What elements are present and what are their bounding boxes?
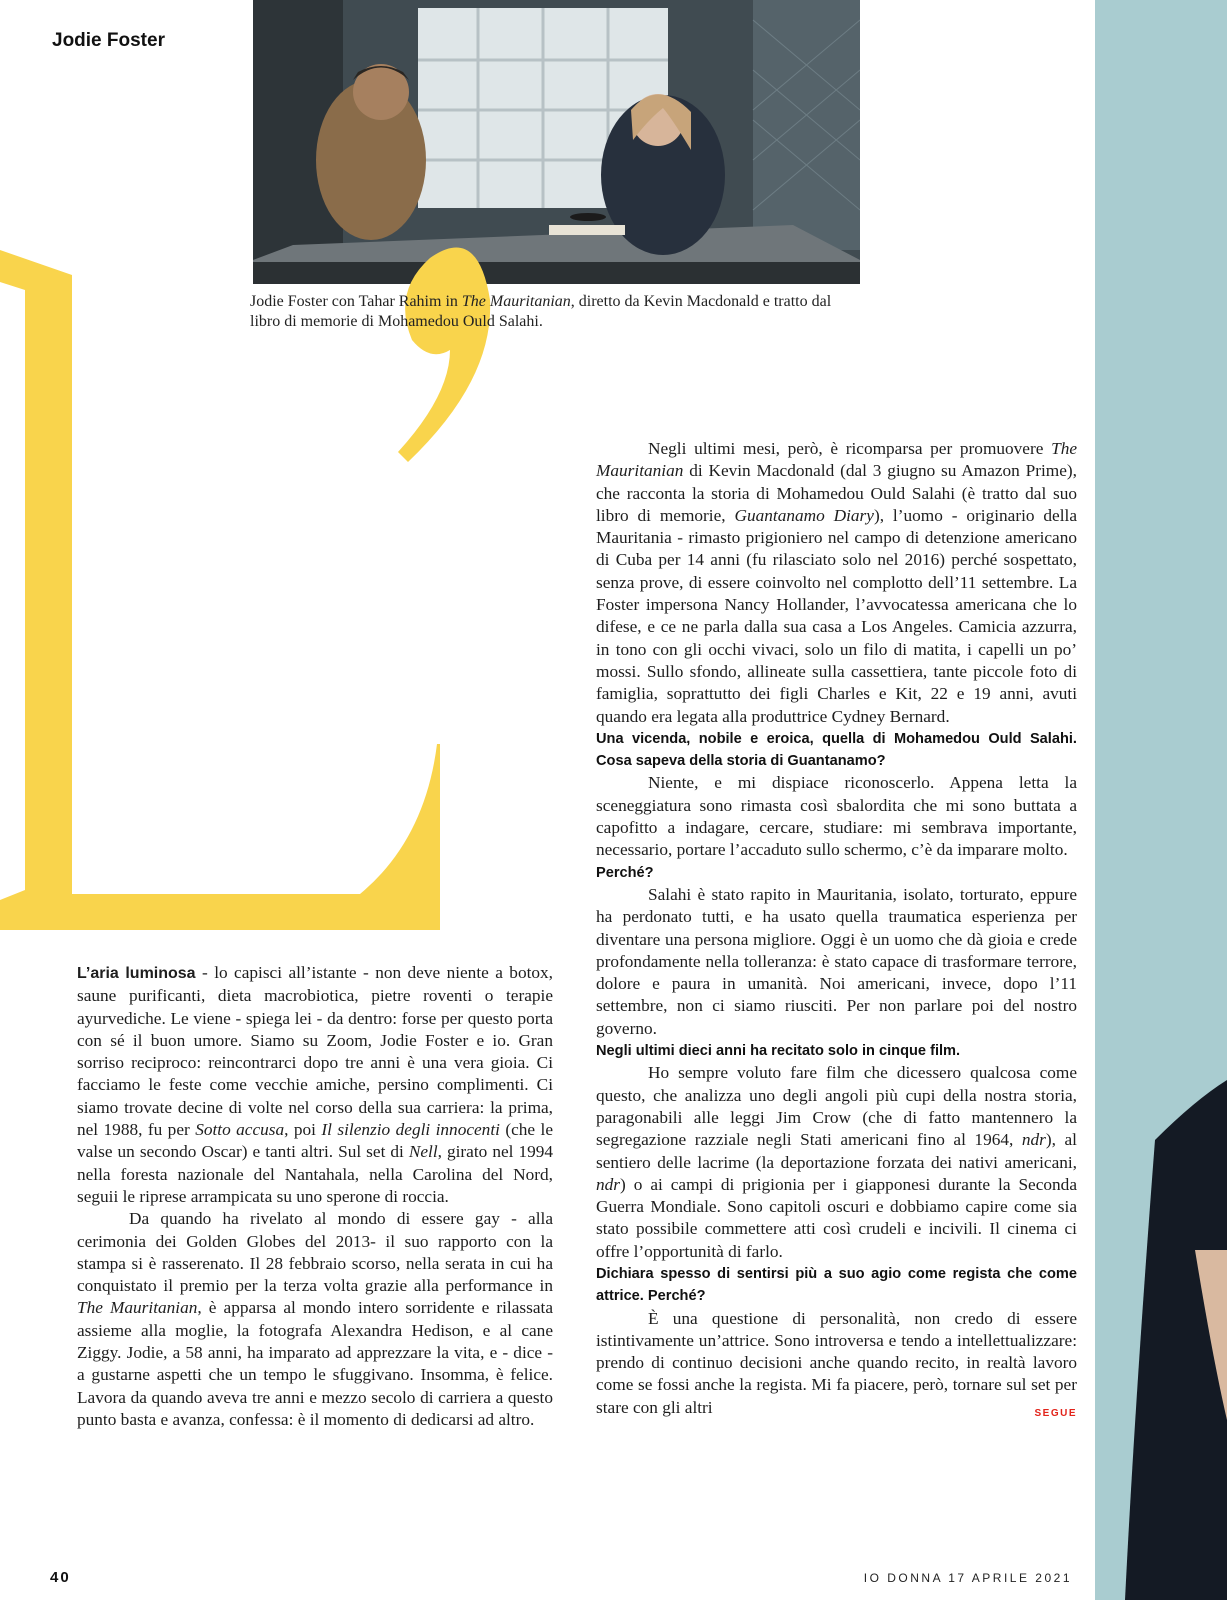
film-title: The Mauritanian (596, 439, 1077, 481)
issue-line: IO DONNA 17 APRILE 2021 (863, 1571, 1072, 1585)
text-run: ) o ai campi di prigionia per i giapponesi durante la Seconda Guerra Mondiale. Sono capitoli oscuri e dobbiamo capire come sia stato possibile commettere atti così crudeli e incivili. Il cinema ci offre l’opportunità di farlo. (596, 1174, 1077, 1261)
right-column (596, 438, 1077, 1425)
editor-note: ndr (596, 1174, 621, 1194)
editor-note: ndr (1021, 1130, 1046, 1150)
book-title: Guantanamo Diary (734, 505, 874, 525)
interview-answer: Salahi è stato rapito in Mauritania, isolato, torturato, eppure ha perdonato tutti, e ha usato quella traumatica esperienza per diventare una persona migliore. Oggi è un uomo che dà gioia e crede profondamente nella tolleranza: è stato capace di trasformare terrore, dolore e paura in umanità. Noi americani, invece, dopo l’11 settembre, non ci siamo riusciti. Per non parlare poi del nostro governo. (596, 884, 1077, 1038)
text-run: , è apparsa al mondo intero sorridente e rilassata assieme alla moglie, la fotografa Alexandra Hedison, e al cane Ziggy. Jodie, a 58 anni, ha imparato ad apprezzare la vita, e - dice - a gustarne aspetti che un tempo le sfuggivano. Insomma, è felice. Lavora da quando aveva tre anni e mezzo secolo di carriera a questo punto basta e avanza, confessa: è il momento di dedicarsi ad altro. (77, 1298, 553, 1429)
film-title: The Mauritanian (77, 1298, 198, 1318)
left-column (77, 962, 553, 1431)
text-run: Da quando ha rivelato al mondo di essere gay - alla cerimonia dei Golden Globes del 2013- il suo rapporto con la stampa si è rasserenato. Il 28 febbraio scorso, nella serata in cui ha conquistato il premio per la terza volta grazie alla performance in (77, 1209, 553, 1296)
interview-answer (596, 1062, 1077, 1263)
interview-question: Una vicenda, nobile e eroica, quella di Mohamedou Ould Salahi. Cosa sapeva della storia di Guantanamo? (596, 730, 1077, 770)
interview-answer (596, 1308, 1077, 1419)
interview-answer: Niente, e mi dispiace riconoscerlo. Appena letta la sceneggiatura sono rimasta così sbalordita che mi sono buttata a capofitto a indagare, cercare, studiare: mi sembrava importante, necessario, portare l’accaduto sullo schermo, c’è da imparare molto. (596, 773, 1077, 860)
cover-photo-strip (1095, 0, 1227, 1600)
paragraph (77, 1208, 553, 1431)
section-label: Jodie Foster (52, 30, 165, 51)
text-run: di Kevin Macdonald (dal 3 giugno su Amazon Prime), che racconta la storia di Mohamedou Ould Salahi (è tratto dal suo libro di memorie, (596, 461, 1077, 525)
text-run: Ho sempre voluto fare film che dicessero qualcosa come questo, che analizza uno degli angoli più cupi della nostra storia, paragonabili alle leggi Jim Crow (che di fatto mantennero la segregazione razziale negli Stati americani fino al 1964, (596, 1063, 1077, 1150)
drop-cap-letter (0, 230, 520, 960)
text-run: Negli ultimi mesi, però, è ricomparsa per promuovere (648, 439, 1052, 458)
interview-question: Negli ultimi dieci anni ha recitato solo in cinque film. (596, 1043, 961, 1060)
photo-caption (250, 292, 850, 332)
film-title: Il silenzio degli innocenti (321, 1120, 500, 1140)
text-run: ), l’uomo - originario della Mauritania - rimasto prigioniero nel campo di detenzione americano di Cuba per 14 anni (fu rilasciato solo nel 2016) perché sospettato, senza prove, di essere coinvolto nel complotto dell’11 settembre. La Foster impersona Nancy Hollander, l’avvocatessa americana che lo difese, e ce ne parla dalla sua casa a Los Angeles. Camicia azzurra, in tono con gli occhi vivaci, solo un filo di matita, i capelli un po’ mossi. Sullo sfondo, allineate sulla cassettiera, tante piccole foto di famiglia, soprattutto dei figli Charles e Kit, 22 e 19 anni, avuti quando era legata alla produttrice Cydney Bernard. (596, 505, 1077, 726)
text-run: È una questione di personalità, non credo di essere istintivamente un’attrice. Sono introversa e tendo a intellettualizzare: prendo di continuo decisioni anche quando recito, in realtà lavoro come se fossi anche la regista. Mi fa piacere, però, tornare sul set per stare con gli altri (596, 1308, 1077, 1417)
text-run: , poi (284, 1120, 322, 1140)
caption-text: Jodie Foster con Tahar Rahim in (250, 293, 462, 310)
film-title: Nell (408, 1142, 438, 1162)
text-run: , girato nel 1994 nella foresta nazionale del Nantahala, nella Carolina del Nord, seguii le riprese arrampicata su uno sperone di roccia. (77, 1142, 554, 1206)
caption-film-title: The Mauritanian (461, 293, 571, 310)
text-run: ), al sentiero delle lacrime (la deportazione forzata dei nativi americani, (596, 1130, 1077, 1172)
interview-question: Dichiara spesso di sentirsi più a suo agio come regista che come attrice. Perché? (596, 1265, 1077, 1305)
text-run: (che le valse un secondo Oscar) e tanti altri. Sul set di (77, 1120, 553, 1162)
continued-marker: SEGUE (1034, 1407, 1077, 1419)
lead-in: L’aria luminosa (77, 965, 196, 982)
interview-question: Perché? (596, 864, 654, 881)
page-number: 40 (50, 1569, 71, 1586)
paragraph (596, 438, 1077, 728)
paragraph (77, 962, 553, 1208)
text-run: - lo capisci all’istante - non deve niente a botox, saune purificanti, dieta macrobiotica, pietre roventi o terapie ayurvediche. Le viene - spiega lei - da dentro: forse per questo porta con sé il buon umore. Siamo su Zoom, Jodie Foster e io. Gran sorriso reciproco: reincontrarci dopo tre anni è una vera gioia. Ci facciamo le feste come vecchie amiche, persino complimenti. Ci siamo trovate decine di volte nel corso della sua carriera: la prima, nel 1988, fu per (77, 963, 553, 1140)
film-title: Sotto accusa (195, 1120, 285, 1140)
caption-text-end: , diretto da Kevin Macdonald e tratto dal libro di memorie di Mohamedou Ould Salahi. (250, 293, 832, 330)
